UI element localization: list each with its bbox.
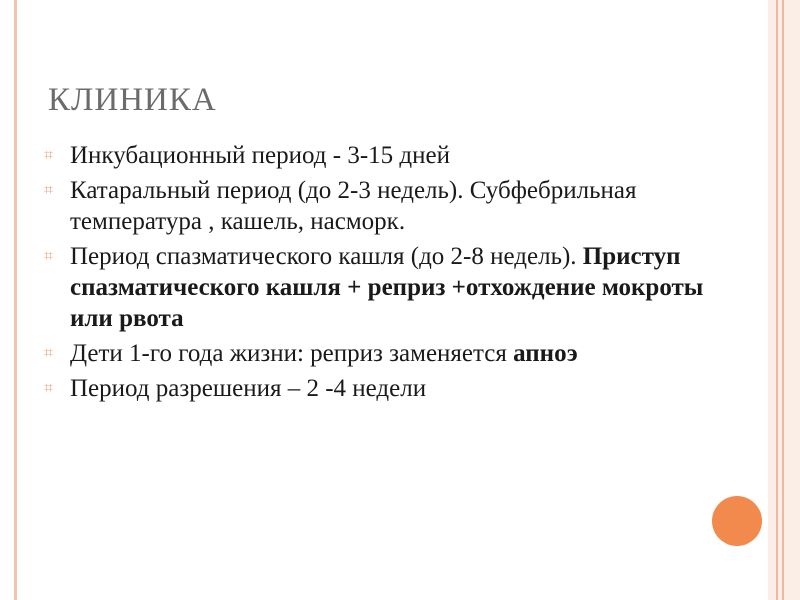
list-item [44, 373, 724, 404]
right-decor-line [782, 0, 784, 600]
right-decor-line [776, 0, 778, 600]
list-item-text: Катаральный период (до 2-3 недель). Субфебрильная температура , кашель, насморк. [70, 177, 637, 235]
list-item [44, 140, 724, 171]
list-item-text: Период спазматического кашля (до 2-8 недель). [70, 243, 583, 270]
list-item [44, 241, 724, 334]
list-item-text: Дети 1-го года жизни: реприз заменяется [70, 340, 514, 367]
bullet-icon: ⌗ [44, 248, 54, 265]
bullet-list [44, 140, 724, 408]
list-item-text: Инкубационный период - 3-15 дней [70, 142, 450, 169]
orange-circle-icon [712, 496, 762, 546]
list-item [44, 338, 724, 369]
list-item-emphasis: Приступ спазматического кашля + реприз +отхождение мокроты или рвота [70, 243, 704, 332]
bullet-icon: ⌗ [44, 345, 54, 362]
list-item [44, 175, 724, 237]
bullet-icon: ⌗ [44, 182, 54, 199]
left-decor-line [14, 0, 17, 600]
right-decor-panel [768, 0, 800, 600]
list-item-emphasis: апноэ [513, 340, 578, 367]
list-item-text: Период разрешения – 2 -4 недели [70, 375, 427, 402]
bullet-icon: ⌗ [44, 147, 54, 164]
slide-title: КЛИНИКА [48, 82, 217, 118]
bullet-icon: ⌗ [44, 380, 54, 397]
